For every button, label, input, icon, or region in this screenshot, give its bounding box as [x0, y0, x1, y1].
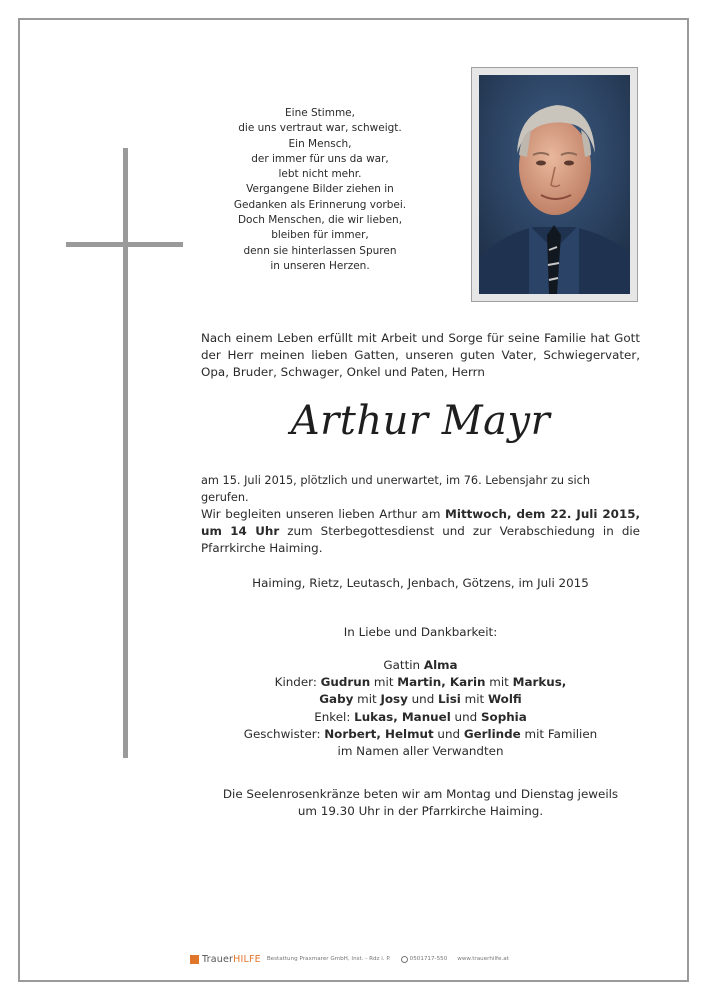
- service-notice: [201, 506, 640, 557]
- portrait-image: [479, 75, 630, 294]
- family-line-children: [201, 674, 640, 691]
- cross-icon-vertical: [123, 148, 128, 758]
- poem-line: Gedanken als Erinnerung vorbei.: [233, 198, 407, 211]
- service-date: Mittwoch, dem 22. Juli 2015, um 14 Uhr: [201, 507, 641, 538]
- child-name: Lisi: [438, 692, 461, 707]
- rosary-notice: [201, 786, 640, 820]
- brand-part: Trauer: [202, 953, 234, 965]
- family-line-siblings: [201, 726, 640, 743]
- connector: und: [407, 692, 439, 707]
- child-name: Gudrun: [320, 675, 371, 690]
- poem-line: denn sie hinterlassen Spuren: [243, 244, 397, 257]
- poem-line: der immer für uns da war,: [251, 152, 389, 165]
- phone-number: 0501717-550: [409, 956, 448, 962]
- connector: mit: [353, 692, 381, 707]
- child-name: Josy: [380, 692, 408, 707]
- phone-icon: [401, 956, 408, 963]
- places-date: Haiming, Rietz, Leutasch, Jenbach, Götzens, im Juli 2015: [252, 576, 589, 590]
- label: Kinder:: [274, 675, 321, 690]
- child-name: Markus,: [512, 675, 567, 690]
- connector: mit: [460, 692, 488, 707]
- poem-line: in unseren Herzen.: [270, 259, 370, 272]
- rosary-line: Die Seelenrosenkränze beten wir am Montag und Dienstag jeweils: [222, 787, 619, 801]
- sibling-name: Norbert, Helmut: [324, 726, 434, 741]
- connector: mit Familien: [520, 726, 598, 741]
- poem-line: bleiben für immer,: [271, 229, 369, 242]
- connector: und: [450, 709, 481, 724]
- poem-line: die uns vertraut war, schweigt.: [238, 122, 402, 135]
- brand-name: [202, 954, 261, 965]
- portrait-photo: [479, 75, 630, 294]
- rosary-line: um 19.30 Uhr in der Pfarrkirche Haiming.: [297, 804, 544, 818]
- sibling-name: Gerlinde: [463, 726, 521, 741]
- spouse-name: Alma: [423, 658, 458, 672]
- poem-line: Eine Stimme,: [285, 107, 355, 119]
- poem-line: lebt nicht mehr.: [278, 168, 362, 181]
- deceased-name: Arthur Mayr: [290, 398, 551, 444]
- intro-line: der Herr meinen lieben Gatten, unseren guten Vater, Schwiegervater,: [201, 348, 640, 362]
- family-line-spouse: [201, 657, 640, 674]
- family-line-grandchildren: [201, 709, 640, 726]
- intro-line: Opa, Bruder, Schwager, Onkel und Paten, Herrn: [201, 365, 485, 379]
- label: Geschwister:: [243, 726, 325, 741]
- website-link[interactable]: www.trauerhilfe.at: [457, 956, 509, 962]
- grandchild-name: Lukas, Manuel: [354, 709, 451, 724]
- connector: mit: [370, 675, 398, 690]
- grandchild-name: Sophia: [480, 709, 527, 724]
- child-name: Wolfi: [487, 692, 522, 707]
- intro-text: [201, 330, 640, 381]
- child-name: Gaby: [319, 692, 354, 707]
- brand-part: HILFE: [233, 953, 261, 965]
- poem-line: Ein Mensch,: [288, 137, 352, 150]
- footer: [190, 952, 509, 966]
- child-name: Martin, Karin: [397, 675, 486, 690]
- poem-line: Doch Menschen, die wir lieben,: [237, 214, 403, 227]
- company-name: Bestattung Praxmarer GmbH, Inst. - Rdz i. P.: [266, 956, 391, 962]
- intro-line: Nach einem Leben erfüllt mit Arbeit und Sorge für seine Familie hat Gott: [201, 331, 640, 345]
- poem: [225, 106, 415, 274]
- label: Gattin: [383, 658, 424, 672]
- trauerhilfe-logo-icon: [190, 955, 199, 964]
- family-list: [201, 657, 640, 760]
- cross-icon-horizontal: [66, 242, 183, 247]
- death-notice: am 15. Juli 2015, plötzlich und unerwartet, im 76. Lebensjahr zu sich gerufen.: [201, 474, 591, 504]
- thanks-heading: In Liebe und Dankbarkeit:: [343, 625, 498, 639]
- service-text: zum Sterbegottesdienst und zur Verabschiedung in die Pfarrkirche Haiming.: [201, 524, 640, 555]
- service-text: Wir begleiten unseren lieben Arthur am: [201, 507, 446, 521]
- family-line-children-2: [201, 691, 640, 708]
- label: Enkel:: [314, 709, 355, 724]
- connector: und: [433, 726, 464, 741]
- connector: mit: [485, 675, 513, 690]
- poem-line: Vergangene Bilder ziehen in: [246, 183, 394, 196]
- family-line-relatives: im Namen aller Verwandten: [337, 744, 504, 759]
- portrait-frame: [471, 67, 638, 302]
